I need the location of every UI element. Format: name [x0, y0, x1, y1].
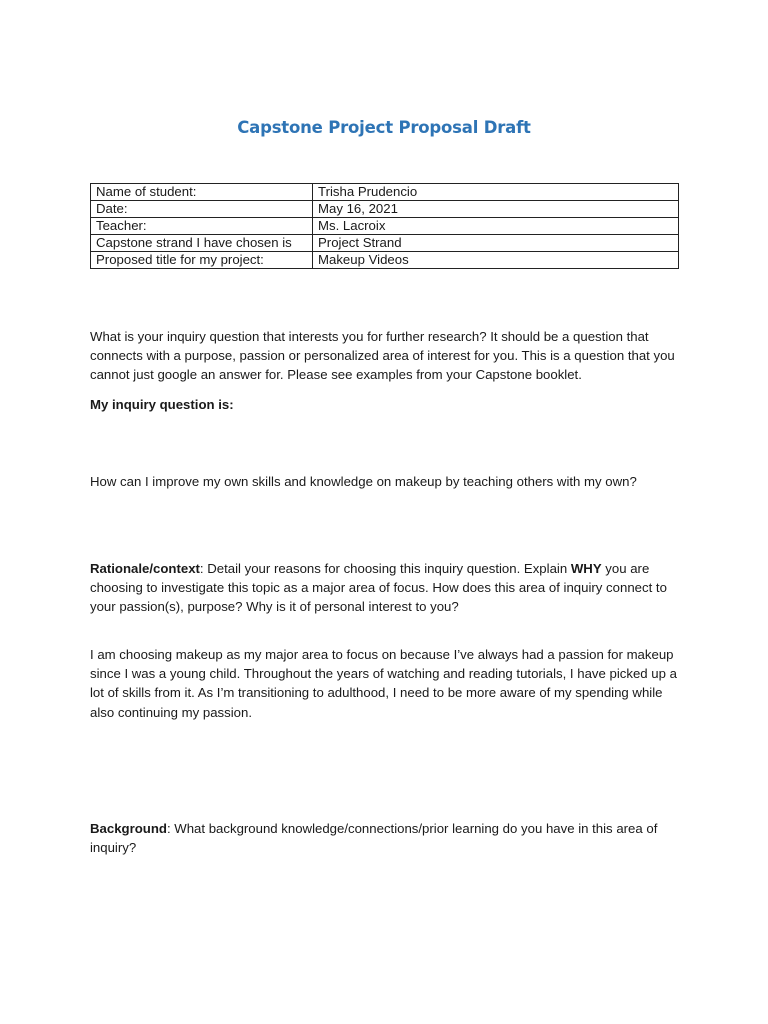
table-row: [91, 201, 679, 218]
info-value: Makeup Videos: [313, 252, 679, 269]
inquiry-answer: How can I improve my own skills and knowledge on makeup by teaching others with my own?: [90, 474, 637, 489]
info-label: Name of student:: [91, 184, 313, 201]
student-info-table: [90, 183, 679, 269]
table-row: [91, 184, 679, 201]
background-prompt-text: : What background knowledge/connections/prior learning do you have in this area of inquiry?: [90, 821, 658, 856]
rationale-label: Rationale/context: [90, 561, 200, 576]
info-label: Capstone strand I have chosen is: [91, 235, 313, 252]
info-label: Teacher:: [91, 218, 313, 235]
table-row: [91, 252, 679, 269]
table-row: [91, 235, 679, 252]
rationale-prompt-part-b: you are choosing to investigate this topic as a major area of focus. How does this area of inquiry connect to your passion(s), purpose? Why is it of personal interest to you?: [90, 561, 667, 615]
info-value: Ms. Lacroix: [313, 218, 679, 235]
rationale-prompt: [90, 559, 690, 617]
info-label: Proposed title for my project:: [91, 252, 313, 269]
page-title: Capstone Project Proposal Draft: [237, 118, 531, 137]
info-value: May 16, 2021: [313, 201, 679, 218]
background-prompt: [90, 819, 690, 857]
inquiry-prompt: What is your inquiry question that interests you for further research? It should be a question that connects with a purpose, passion or personalized area of interest for you. This is a question that you cannot just google an answer for. Please see examples from your Capstone booklet.: [90, 329, 675, 383]
info-value: Project Strand: [313, 235, 679, 252]
rationale-prompt-part-a: : Detail your reasons for choosing this inquiry question. Explain: [199, 561, 571, 576]
inquiry-heading-text: My inquiry question is:: [90, 397, 234, 412]
background-label: Background: [90, 821, 167, 836]
table-row: [91, 218, 679, 235]
inquiry-heading: [90, 395, 690, 414]
info-value: Trisha Prudencio: [313, 184, 679, 201]
rationale-answer: I am choosing makeup as my major area to focus on because I’ve always had a passion for makeup since I was a young child. Throughout the years of watching and reading tutorials, I have picked up a lot of skills from it. As I’m transitioning to adulthood, I need to be more aware of my spending while also continuing my passion.: [90, 647, 677, 720]
info-label: Date:: [91, 201, 313, 218]
rationale-why: WHY: [570, 561, 602, 576]
